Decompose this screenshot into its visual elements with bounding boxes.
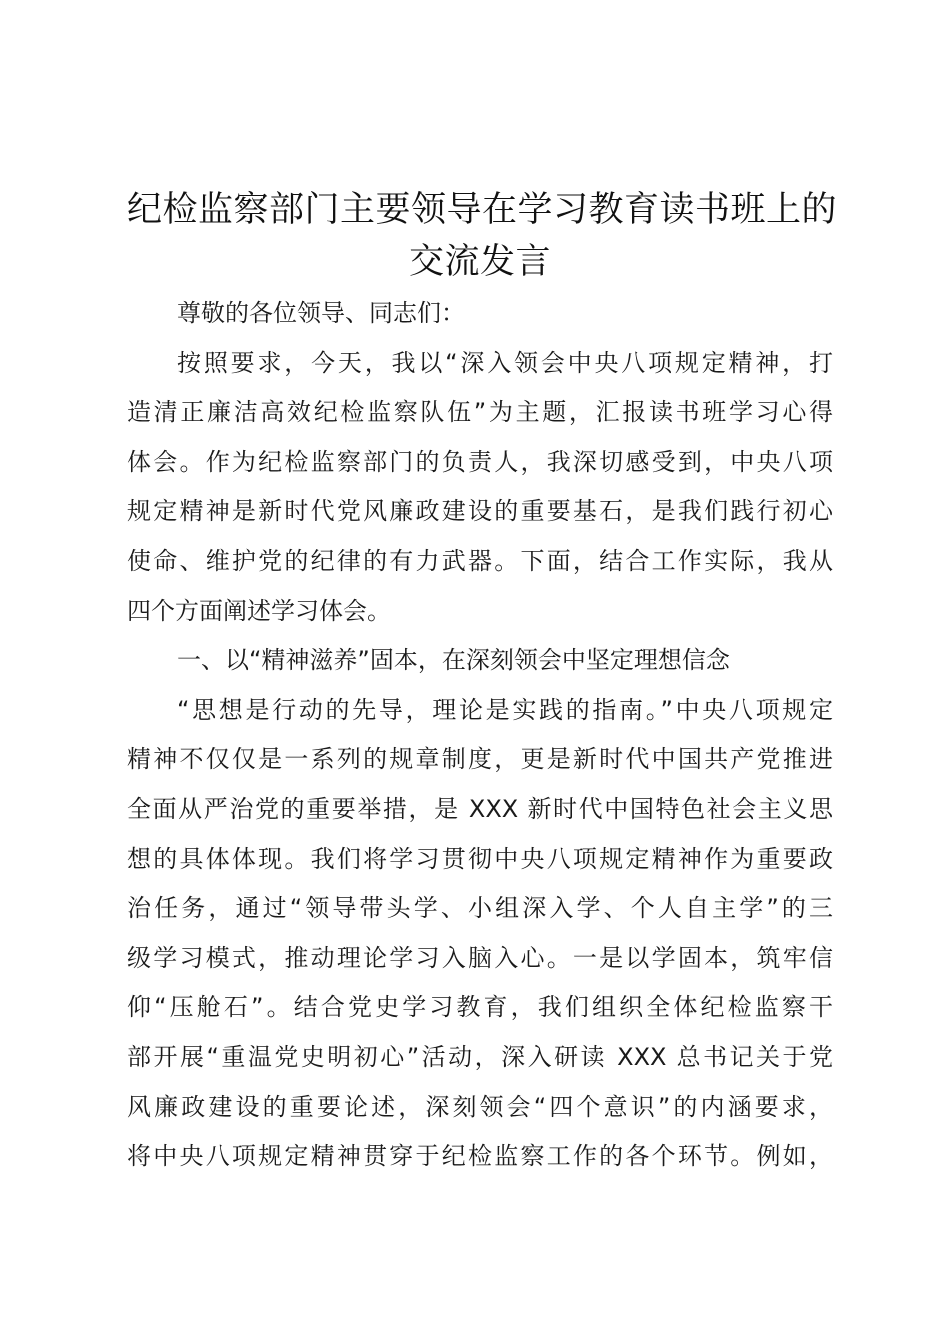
text-line: 治任务，通过“领导带头学、小组深入学、个人自主学”的三: [127, 894, 833, 923]
title-line: 纪检监察部门主要领导在学习教育读书班上的: [127, 190, 838, 230]
text-line: 规定精神是新时代党风廉政建设的重要基石，是我们践行初心: [127, 497, 833, 526]
document-title: [127, 184, 838, 288]
text-line: 想的具体体现。我们将学习贯彻中央八项规定精神作为重要政: [127, 844, 833, 873]
text-line: “思想是行动的先导，理论是实践的指南。”中央八项规定: [177, 695, 833, 724]
text-line: 级学习模式，推动理论学习入脑入心。一是以学固本，筑牢信: [127, 943, 833, 972]
text-line: 体会。作为纪检监察部门的负责人，我深切感受到，中央八项: [127, 447, 833, 476]
intro-paragraph: [127, 339, 833, 637]
text-line: 四个方面阐述学习体会。: [127, 596, 391, 625]
text-line: 按照要求，今天，我以“深入领会中央八项规定精神，打: [177, 348, 833, 377]
text-line: 造清正廉洁高效纪检监察队伍”为主题，汇报读书班学习心得: [127, 398, 833, 427]
section-paragraph: [127, 686, 833, 1182]
title-line: 交流发言: [408, 242, 551, 282]
text-line: 使命、维护党的纪律的有力武器。下面，结合工作实际，我从: [127, 546, 833, 575]
text-line: 风廉政建设的重要论述，深刻领会“四个意识”的内涵要求，: [127, 1092, 833, 1121]
section-heading: 一、以“精神滋养”固本，在深刻领会中坚定理想信念: [177, 646, 730, 675]
text-line: 将中央八项规定精神贯穿于纪检监察工作的各个环节。例如，: [127, 1142, 833, 1171]
text-line: 全面从严治党的重要举措，是 XXX 新时代中国特色社会主义思: [127, 794, 833, 823]
text-line: 部开展“重温党史明初心”活动，深入研读 XXX 总书记关于党: [127, 1042, 833, 1071]
text-line: 仰“压舱石”。结合党史学习教育，我们组织全体纪检监察干: [127, 993, 833, 1022]
salutation: 尊敬的各位领导、同志们：: [177, 299, 465, 327]
text-line: 精神不仅仅是一系列的规章制度，更是新时代中国共产党推进: [127, 745, 833, 774]
document-page: [127, 184, 838, 1182]
